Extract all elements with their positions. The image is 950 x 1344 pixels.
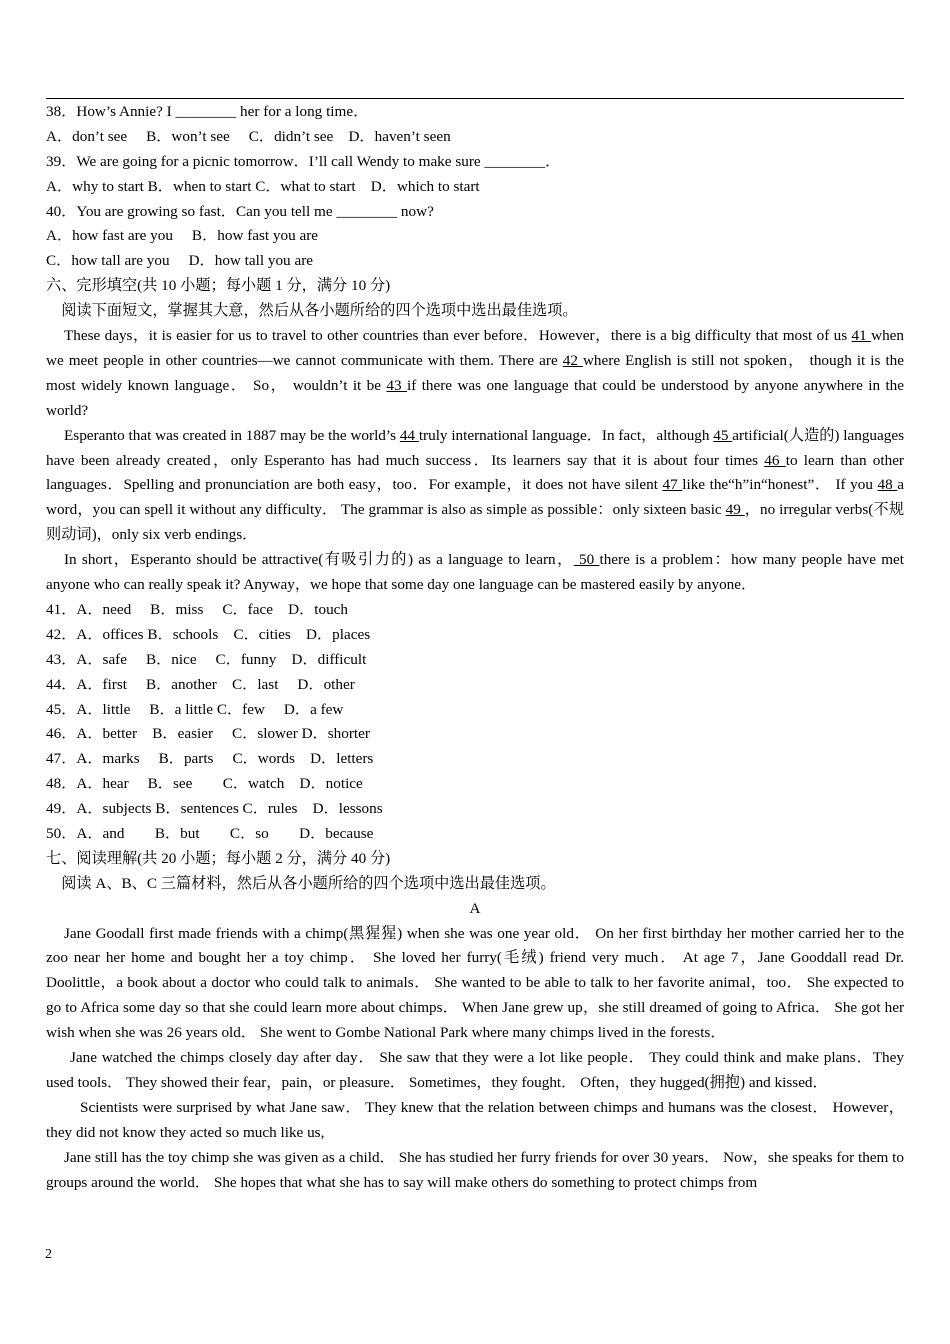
section6-instruction: 阅读下面短文，掌握其大意，然后从各小题所给的四个选项中选出最佳选项。	[46, 302, 578, 320]
section6-heading: 六、完形填空(共 10 小题；每小题 1 分，满分 10 分)	[46, 277, 391, 295]
blank-49: 49	[725, 501, 745, 519]
blank-45: 45	[713, 426, 733, 444]
blank-46: 46	[764, 451, 786, 469]
blank-42: 42	[562, 351, 583, 369]
blank-41: 41	[851, 327, 872, 345]
blank-48: 48	[877, 476, 898, 494]
question-40: 40．You are growing so fast．Can you tell me ________ now?	[46, 202, 434, 220]
page-number: 2	[45, 1247, 52, 1262]
section7-heading: 七、阅读理解(共 20 小题；每小题 2 分，满分 40 分)	[46, 849, 391, 867]
options-48: 48．A．hear B．see C．watch D．notice	[46, 775, 363, 793]
options-46: 46．A．better B．easier C．slower D．shorter	[46, 725, 370, 743]
options-43: 43．A．safe B．nice C．funny D．difficult	[46, 650, 367, 668]
passage-a-paragraph-4: Jane still has the toy chimp she was given as a child． She has studied her furry friends for over 30 years． Now，she speaks for them to groups around the world． She hopes that what she has to say will make others do something to protect chimps from	[46, 1148, 904, 1191]
blank-43: 43	[386, 376, 408, 394]
question-38: 38．How’s Annie? I ________ her for a long time．	[46, 103, 369, 120]
question-40-options-ab: A．how fast are you B．how fast you are	[46, 227, 319, 245]
question-40-options-cd: C．how tall are you D．how tall you are	[46, 252, 313, 270]
cloze-paragraph-1: These days，it is easier for us to travel to other countries than ever before．However，there is a big difficulty that most of us 41 when we meet people in other countries—we cannot communicate with them. There are 42 where English is still not spoken， though it is the most widely known language． So， wouldn’t it be 43 if there was one language that could be understood by anyone anywhere in the world?	[46, 327, 905, 419]
blank-47: 47	[662, 476, 683, 494]
passage-a-paragraph-1: Jane Goodall first made friends with a chimp(黑猩猩) when she was one year old． On her first birthday her mother carried her to the zoo near her home and bought her a toy chimp． She loved her furry(毛绒) friend very much． At age 7，Jane Gooddall read Dr. Doolittle，a book about a doctor who could talk to animals． She wanted to be able to talk to her favorite animal，too． She expected to go to Africa some day so that she could learn more about chimps． When Jane grew up，she still dreamed of going to Africa． She got her wish when she was 26 years old． She went to Gombe National Park where many chimps lived in the forests．	[46, 924, 904, 1042]
section7-instruction: 阅读 A、B、C 三篇材料，然后从各小题所给的四个选项中选出最佳选项。	[46, 874, 556, 892]
passage-a-label: A	[469, 899, 481, 917]
blank-50: 50	[573, 551, 600, 569]
question-39-options: A．why to start B．when to start C．what to start D．which to start	[46, 177, 480, 195]
options-47: 47．A．marks B．parts C．words D．letters	[46, 750, 374, 768]
options-45: 45．A．little B．a little C．few D．a few	[46, 700, 344, 718]
header-rule	[46, 98, 904, 99]
question-39: 39．We are going for a picnic tomorrow．I’ll call Wendy to make sure ________．	[46, 152, 561, 170]
options-42: 42．A．offices B．schools C．cities D．places	[46, 625, 371, 643]
options-41: 41．A．need B．miss C．face D．touch	[46, 600, 349, 618]
exam-content	[46, 100, 904, 1196]
options-49: 49．A．subjects B．sentences C．rules D．lessons	[46, 800, 383, 818]
cloze-paragraph-2: Esperanto that was created in 1887 may be the world’s 44 truly international language．In fact，although 45 artificial(人造的) languages have been already created，only Esperanto has had much success．Its learners say that it is about four times 46 to learn than other languages．Spelling and pronunciation are both easy，too．For example，it does not have silent 47 like the“h”in“honest”． If you 48 a word，you can spell it without any difficulty． The grammar is also as simple as possible：only sixteen basic 49 ，no irregular verbs(不规则动词)，only six verb endings．	[46, 426, 905, 544]
question-38-options: A．don’t see B．won’t see C．didn’t see D．haven’t seen	[46, 127, 451, 145]
cloze-paragraph-3: In short，Esperanto should be attractive(有吸引力的) as a language to learn， 50 there is a problem：how many people have met anyone who can really speak it? Anyway，we hope that some day one language can be mastered easily by anyone．	[46, 551, 905, 594]
blank-44: 44	[399, 426, 419, 444]
options-44: 44．A．first B．another C．last D．other	[46, 675, 355, 693]
options-50: 50．A．and B．but C．so D．because	[46, 825, 374, 842]
passage-a-paragraph-3: Scientists were surprised by what Jane saw． They knew that the relation between chimps and humans was the closest． However，they did not know they acted so much like us,	[46, 1098, 904, 1141]
passage-a-paragraph-2: Jane watched the chimps closely day after day． She saw that they were a lot like people． They could think and make plans．They used tools． They showed their fear，pain，or pleasure． Sometimes，they fought． Often，they hugged(拥抱) and kissed．	[46, 1049, 904, 1091]
